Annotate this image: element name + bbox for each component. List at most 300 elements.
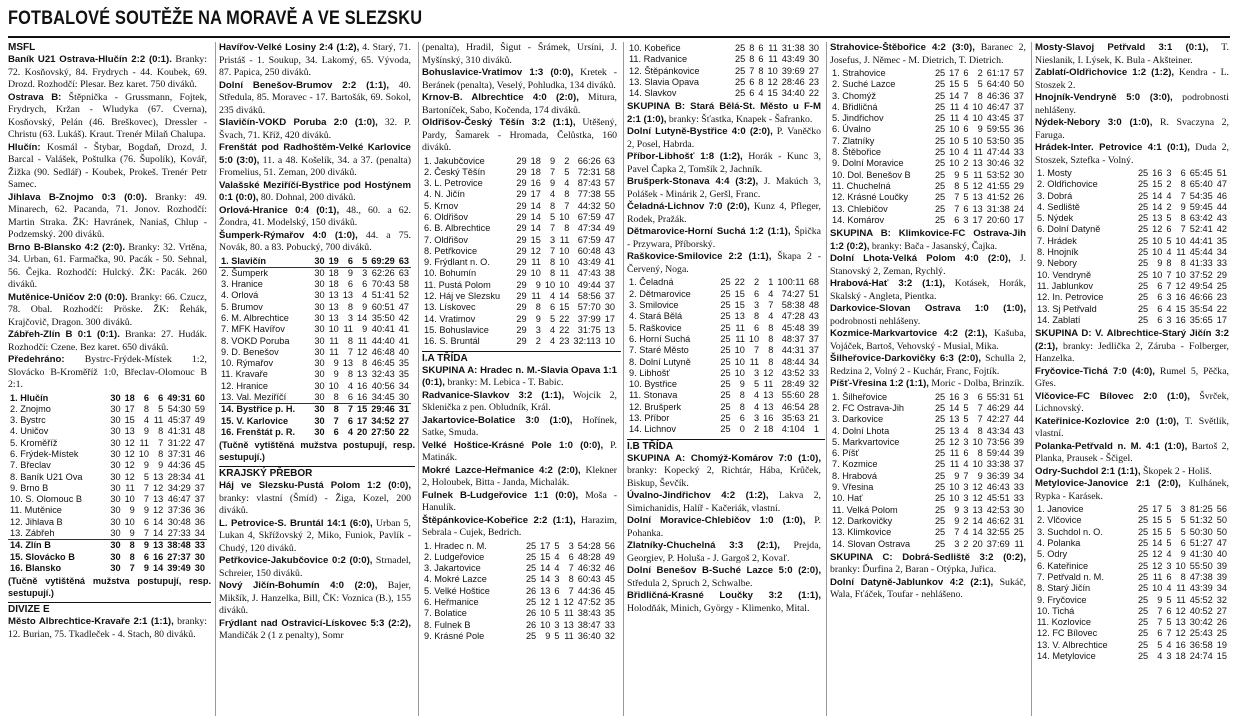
match-report (422, 440, 621, 465)
team-name: 12. Krásné Loučky (832, 192, 909, 203)
stat-cell: 49 (604, 551, 615, 562)
match-report (627, 590, 825, 615)
stat-cell: 11 (329, 335, 339, 346)
stat-cell: 25 (934, 180, 946, 191)
table-row (830, 79, 1026, 90)
team-name: 7. Oldřišov (424, 234, 468, 245)
stat-cell: 87:43 (577, 178, 601, 189)
stat-cell: 30 (1013, 504, 1024, 515)
stat-cell: 37 (808, 333, 819, 344)
match-result: Dolní Lhota-Velká Polom 4:0 (2:0), (830, 253, 1011, 265)
stat-cell: 25:43 (1189, 628, 1213, 639)
stat-cell: 25 (720, 390, 731, 401)
match-result: Oldřišov-Český Těšín 3:2 (1:1), (422, 117, 576, 128)
stat-cell: 14 (972, 527, 983, 538)
stat-cell: 29 (516, 302, 527, 313)
stat-cell: 10 (328, 380, 339, 391)
table-row (627, 345, 821, 356)
match-details: Kunz 4, Pfleger, Rodek, Pražák. (627, 201, 822, 225)
match-report (422, 92, 621, 117)
stat-cell: 51:32 (1189, 515, 1213, 526)
team-name: 11. Kravaře (221, 369, 268, 380)
stat-cell: 52:41 (1189, 224, 1213, 235)
stat-cell: 5 (977, 79, 983, 90)
stat-cell: 8 (549, 257, 556, 268)
stat-cell: 60:43 (577, 574, 601, 585)
column-3 (418, 42, 621, 716)
match-details: J. Makúch 3, Polášek - Minárik 2, Geršl, Franc. (627, 176, 821, 200)
match-result: Baník U21 Ostrava-Hlučín 2:2 (0:1). (8, 54, 172, 65)
team-name: 5. Jindřichov (832, 113, 884, 124)
stat-cell: 7 (347, 404, 354, 415)
stat-cell: 50 (604, 200, 615, 211)
stat-cell: 34:29 (167, 482, 191, 493)
team-name: 12. FC Bílovec (1037, 628, 1098, 639)
stat-cell: 2 (753, 424, 760, 435)
stat-cell: 4 (549, 324, 556, 335)
match-report (627, 515, 825, 540)
stat-cell: 46:36 (986, 90, 1010, 101)
stat-cell: 6 (739, 413, 745, 424)
stat-cell: 15 (734, 300, 745, 311)
team-name: 12. Hranice (221, 380, 268, 391)
stat-cell: 3 (1180, 504, 1186, 515)
team-name: 7. Břeclav (10, 460, 51, 471)
team-name: 7. Petřvald n. M. (1037, 571, 1104, 582)
match-report (830, 577, 1030, 602)
team-name: 5. Brumov (221, 301, 263, 312)
match-result: Hrabová-Hať 3:2 (1:1), (830, 278, 946, 290)
stat-cell: 37 (1013, 90, 1024, 101)
stat-cell: 10 (748, 333, 760, 344)
team-name: 12. Jihlava B (10, 516, 63, 527)
team-name: 14. Komárov (832, 214, 885, 225)
team-name: 7. Bolatice (424, 608, 467, 619)
match-report (422, 117, 621, 155)
stat-cell: 25 (720, 311, 731, 322)
stat-cell: 3 (963, 504, 969, 515)
stat-cell: 5 (549, 211, 556, 222)
stat-cell: 9 (129, 505, 135, 516)
stat-cell: 11 (749, 356, 760, 367)
team-name: 5. Odry (1037, 549, 1068, 560)
stat-cell: 47 (604, 234, 615, 245)
table-row (8, 563, 207, 574)
stat-cell: 30:48 (167, 516, 191, 527)
stat-cell: 8 (327, 392, 341, 404)
team-name: 1. Strahovice (832, 68, 886, 78)
team-name: 10. Dol. Benešov B (832, 169, 911, 180)
stat-cell: 51:41 (371, 290, 395, 301)
stat-cell: 16 (949, 391, 960, 402)
stat-cell: 38:47 (577, 619, 601, 630)
stat-cell: 11 (949, 459, 960, 470)
section-heading: DIVIZE E (8, 602, 211, 616)
match-details: 32. P. Švach, 71. Kříž, 420 diváků. (219, 117, 411, 141)
match-details: (penalta), Hradil, Šigut - Šrámek, Ursíni, J. Myšínský, 310 diváků. (422, 42, 617, 66)
stat-cell: 25 (934, 414, 946, 425)
match-details: branky: Ďurfina 2, Baran - Otýpka, Juřica. (830, 564, 997, 576)
stat-cell: 15 (734, 288, 745, 299)
stat-cell: 29 (516, 324, 527, 335)
match-result: Bohuslavice-Vratimov 1:3 (0:0), (422, 67, 574, 78)
match-details: 80. Dohnal, 200 diváků. (258, 192, 356, 203)
stat-cell: 57:70 (577, 302, 601, 313)
stat-cell: 29 (516, 336, 527, 347)
stat-cell: 8 (129, 540, 135, 551)
table-row (8, 528, 207, 540)
team-name: 8. Petřkovice (424, 245, 478, 256)
team-name: 14. Slovan Ostrava (832, 538, 911, 549)
table-row (422, 280, 617, 291)
match-details: T. Světlík, vlastní. (1035, 415, 1229, 440)
table-row (830, 136, 1026, 147)
stat-cell: 8 (758, 65, 764, 76)
match-details: branky: vlastní (Šmíd) - Žiga, Kozel, 200 diváků. (219, 492, 411, 517)
match-result: Město Albrechtice-Kravaře 2:1 (1:1), (8, 616, 174, 628)
stat-cell: 46 (1216, 190, 1227, 201)
stat-cell: 30 (110, 516, 121, 527)
table-row (422, 223, 617, 234)
team-name: 7. MFK Havířov (221, 324, 285, 335)
stat-cell: 4 (554, 563, 560, 574)
stat-cell: 34 (1013, 470, 1024, 481)
stat-cell: 36 (1013, 124, 1024, 135)
stat-cell: 6 (1166, 571, 1172, 582)
match-report (830, 378, 1030, 391)
table-row (8, 494, 207, 505)
match-report (8, 54, 211, 92)
stat-cell: 4 (549, 291, 556, 302)
stat-cell: 45:51 (986, 493, 1010, 504)
stat-cell: 25 (1137, 560, 1149, 571)
stat-cell: 11 (949, 113, 960, 124)
table-row (8, 426, 207, 437)
stat-cell: 63 (398, 267, 409, 278)
stat-cell: 20 (357, 426, 368, 437)
stat-cell: 6 (1157, 628, 1163, 639)
stat-cell: 41:55 (986, 180, 1010, 191)
stat-cell: 2 (1166, 201, 1172, 212)
stat-cell: 4 (549, 189, 556, 200)
stat-cell: 11 (125, 482, 135, 493)
stat-cell: 7 (1166, 280, 1172, 291)
stat-cell: 7 (753, 345, 760, 356)
stat-cell: 10 (1175, 269, 1186, 280)
stat-cell: 25 (934, 527, 946, 538)
match-result: Úvalno-Jindřichov 4:2 (1:2), (627, 490, 769, 502)
stat-cell: 61:17 (986, 68, 1010, 78)
match-report (627, 126, 825, 151)
table-row (1035, 651, 1229, 662)
stat-cell: 15 (1152, 179, 1163, 190)
match-report (1035, 117, 1233, 142)
stat-cell: 29 (516, 313, 527, 324)
stat-cell: 6 (1157, 280, 1163, 291)
team-name: 3. Darkovice (832, 414, 884, 425)
stat-cell: 15 (559, 302, 570, 313)
stat-cell: 10 (540, 619, 551, 630)
stat-cell: 25 (720, 401, 731, 412)
team-name: 7. Zlatníky (832, 135, 875, 146)
stat-cell: 32 (1013, 158, 1024, 169)
stat-cell: 44 (1013, 402, 1024, 413)
stat-cell: 30 (110, 528, 121, 539)
table-row (8, 460, 207, 471)
stat-cell: 30 (110, 562, 121, 573)
stat-cell: 3 (753, 413, 760, 424)
stat-cell: 100:11 (777, 277, 805, 288)
stat-cell: 24:74 (1189, 651, 1213, 662)
stat-cell: 25 (735, 76, 746, 87)
standings-table (1035, 504, 1229, 662)
team-name: 10. Vendryně (1037, 269, 1092, 280)
match-report (8, 192, 211, 242)
table-row (830, 91, 1026, 102)
stat-cell: 4 (768, 288, 774, 299)
match-result: Velké Hoštice-Krásné Pole 1:0 (0:0), (422, 439, 604, 451)
match-details: Štěpnička - Grussmann, Fojtek, Frydrych, Kržan - Wludyka (67. Cverna), Kosňovský, Pelán (46. Breškovec), Dressler - Christu (63. Lukáš). Kraut. Trenér Milaň Chalupa. (8, 91, 207, 140)
stat-cell: 22 (1216, 303, 1227, 314)
stat-cell: 25 (525, 540, 537, 551)
team-name: 14. Zlín B (10, 540, 51, 551)
stat-cell: 64:40 (986, 79, 1010, 90)
table-row (830, 392, 1026, 403)
match-result: Dolní Benešov-Brumov 2:2 (1:1), (219, 79, 390, 91)
match-details: Moric - Dolba, Brinzík. (928, 378, 1025, 390)
stat-cell: 4 (1166, 583, 1172, 594)
table-row (219, 358, 411, 369)
team-name: 2. Znojmo (10, 403, 51, 414)
table-row (1035, 617, 1229, 628)
match-result: Kateřinice-Kozlovice 2:0 (1:0), (1035, 415, 1179, 427)
stat-cell: 25 (1137, 605, 1149, 616)
stat-cell: 12 (972, 493, 983, 504)
team-name: 11. Velká Polom (832, 504, 898, 515)
stat-cell: 12 (1175, 628, 1186, 639)
table-row (1035, 515, 1229, 526)
team-name: 14. Zablatí (1037, 314, 1081, 325)
stat-cell: 6 (1157, 292, 1163, 303)
stat-cell: 3 (1166, 651, 1172, 662)
stat-cell: 5 (1166, 526, 1172, 537)
stat-cell: 26 (1216, 617, 1227, 628)
stat-cell: 5 (1166, 504, 1172, 515)
stat-cell: 6 (963, 448, 969, 459)
stat-cell: 10 (559, 257, 570, 268)
stat-cell: 30 (808, 43, 819, 53)
table-row (627, 334, 821, 345)
team-name: 6. Píšť (832, 448, 859, 459)
stat-cell: 27:50 (371, 426, 395, 437)
stat-cell: 25 (1137, 538, 1149, 549)
stat-cell: 2 (1166, 179, 1172, 190)
stat-cell: 9 (954, 515, 960, 526)
stat-cell: 25 (1137, 190, 1149, 201)
stat-cell: 6 (758, 54, 764, 65)
match-details: 48., 60. a 62. Žondra, 41. Modelský, 150 diváků. (219, 204, 411, 228)
stat-cell: 12 (972, 180, 983, 191)
match-details: P. Matinák. (422, 439, 617, 464)
match-details: Kendra - L. Stoszek 2. (1035, 67, 1229, 91)
team-name: 6. Heřmanice (424, 597, 479, 608)
stat-cell: 8 (129, 551, 135, 562)
table-row (830, 181, 1026, 192)
stat-cell: 36 (194, 505, 205, 516)
stat-cell: 17 (604, 313, 615, 324)
table-row (627, 368, 821, 379)
table-row (1035, 292, 1229, 303)
match-report (422, 42, 621, 67)
table-row (219, 324, 411, 335)
stat-cell: 12 (540, 597, 551, 608)
stat-cell: 12 (357, 346, 368, 357)
stat-cell: 10 (559, 245, 570, 256)
stat-cell: 4 (143, 415, 150, 426)
stat-cell: 3 (1166, 168, 1172, 178)
stat-cell: 6 (963, 203, 969, 214)
stat-cell: 33 (1013, 482, 1024, 493)
stat-cell: 25 (1137, 247, 1149, 258)
match-result: Polanka-Petřvald n. M. 4:1 (1:0), (1035, 440, 1188, 452)
stat-cell: 3 (753, 367, 760, 378)
match-report (830, 328, 1030, 353)
stat-cell: 30 (314, 346, 325, 357)
stat-cell: 30 (110, 505, 121, 516)
stat-cell: 17 (540, 540, 551, 551)
team-name: 6. Dolní Datyně (1037, 224, 1101, 235)
match-details: Baranec 2, Josefus, J. Němec - M. Dietrich, T. Dietrich. (830, 42, 1026, 66)
stat-cell: 26 (525, 608, 537, 619)
stat-cell: 10 (949, 124, 960, 135)
team-name: 14. Bystřice p. H. (221, 404, 296, 415)
table-row (627, 311, 821, 322)
match-result: Radvanice-Slavkov 3:2 (1:1), (422, 389, 565, 401)
stat-cell: 9 (333, 369, 339, 380)
stat-cell: 25 (934, 425, 946, 436)
stat-cell: 11 (949, 448, 960, 459)
team-name: 9. Krásné Pole (424, 630, 485, 641)
stat-cell: 7 (549, 223, 556, 234)
table-row (422, 563, 617, 574)
page-headline: FOTBALOVÉ SOUTĚŽE NA MORAVĚ A VE SLEZSKU (8, 8, 423, 29)
stat-cell: 38:43 (577, 608, 601, 619)
stat-cell: 7 (1166, 628, 1172, 639)
stat-cell: 32:113 (573, 336, 601, 347)
stat-cell: 7 (564, 200, 570, 211)
stat-cell: 13 (153, 540, 164, 551)
stat-cell: 9 (535, 279, 541, 290)
stat-cell: 29 (516, 189, 527, 200)
stat-cell: 37 (194, 494, 205, 505)
team-name: 9. Libhošť (629, 367, 670, 378)
stat-cell: 11 (768, 43, 778, 53)
stat-cell: 9 (123, 528, 137, 540)
stat-cell: 41:31 (167, 426, 191, 437)
stat-cell: 25 (934, 436, 946, 447)
team-name: 13. Val. Meziříčí (219, 392, 312, 404)
stat-cell: 6 (158, 392, 164, 403)
stat-cell: 15 (1216, 651, 1227, 662)
stat-cell: 54:30 (167, 403, 191, 414)
match-details: Středula 2, Spruch 2, Schwalbe. (627, 577, 753, 589)
stat-cell: 9 (535, 313, 541, 324)
match-details: branky: Bača - Jasanský, Čajka. (869, 240, 998, 252)
team-name: 2. Český Těšín (424, 166, 486, 177)
table-row (1035, 213, 1229, 224)
match-result: Píšť-Vřesina 1:2 (1:1), (830, 378, 929, 390)
stat-cell: 12 (124, 460, 135, 471)
table-row (422, 541, 617, 552)
stat-cell: 2 (753, 277, 760, 288)
team-name: 1. Šilheřovice (832, 391, 888, 402)
stat-cell: 9 (1180, 201, 1186, 212)
stat-cell: 11 (1014, 538, 1024, 549)
stat-cell: 25 (720, 300, 731, 311)
team-name: 8. Baník U21 Ova (10, 471, 83, 482)
table-note: (Tučně vytištěná mužstva postupují, resp. sestupují.) (8, 576, 211, 598)
stat-cell: 55:50 (1189, 560, 1213, 571)
stat-cell: 59 (194, 403, 205, 414)
match-result: SKUPINA B: Klimkovice-FC Ostrava-Jih 1:2 (0:2), (830, 228, 1026, 252)
stat-cell: 14 (949, 90, 960, 101)
stat-cell: 18 (328, 279, 339, 290)
match-details: Branky: 72. Kosňovský, 84. Frydrych - 44. Koubek, 69. Drozd. Rozhodčí: Plesar. Bez karet. 750 diváků. (8, 54, 207, 90)
stat-cell: 12 (1152, 560, 1163, 571)
match-details: Sukáč, Wala, Fťáček, Toufar - nehlášeno. (830, 576, 1026, 601)
stat-cell: 7 (137, 528, 151, 540)
stat-cell: 10 (540, 608, 551, 619)
team-name: 3. Dobrá (1037, 190, 1073, 201)
stat-cell: 14 (540, 563, 551, 574)
stat-cell: 25 (735, 43, 746, 53)
table-row (830, 539, 1026, 550)
team-name: 13. Slavia Opava (629, 76, 699, 87)
stat-cell: 44:36 (577, 585, 601, 596)
table-row (422, 325, 617, 336)
team-name: 8. Štěbořice (832, 147, 882, 158)
stat-cell: 30:42 (1189, 617, 1213, 628)
stat-cell: 7 (954, 203, 960, 214)
stat-cell: 25 (934, 68, 946, 78)
stat-cell: 27 (808, 65, 819, 76)
stat-cell: 25 (1216, 280, 1227, 291)
match-details: Prejda, Georgiev, P. Holuša - J. Gargoš 2, Kovaľ. (627, 540, 821, 564)
match-report (1035, 416, 1233, 441)
stat-cell: 11 (357, 335, 368, 346)
team-name: 13. Příbor (629, 413, 670, 424)
stat-cell: 14 (949, 402, 960, 413)
stat-cell: 9 (143, 505, 150, 516)
stat-cell: 68 (808, 277, 819, 288)
stat-cell: 7 (749, 65, 755, 76)
stat-cell: 3 (568, 540, 574, 551)
match-result: Vlčovice-FC Bílovec 2:0 (1:0), (1035, 390, 1190, 402)
stat-cell: 37 (1013, 113, 1024, 124)
table-row (219, 279, 411, 290)
stat-cell: 33 (808, 367, 819, 378)
stat-cell: 27:37 (167, 551, 191, 562)
stat-cell: 10 (1152, 583, 1163, 594)
stat-cell: 25 (934, 515, 946, 526)
stat-cell: 50 (1216, 526, 1227, 537)
stat-cell: 5 (1166, 515, 1172, 526)
stat-cell: 6 (347, 279, 354, 290)
stat-cell: 29 (516, 268, 527, 279)
stat-cell: 7 (1180, 224, 1186, 235)
stat-cell: 38 (604, 268, 615, 279)
match-result: SKUPINA A: Chomýž-Komárov 7:0 (1:0), (627, 452, 821, 464)
